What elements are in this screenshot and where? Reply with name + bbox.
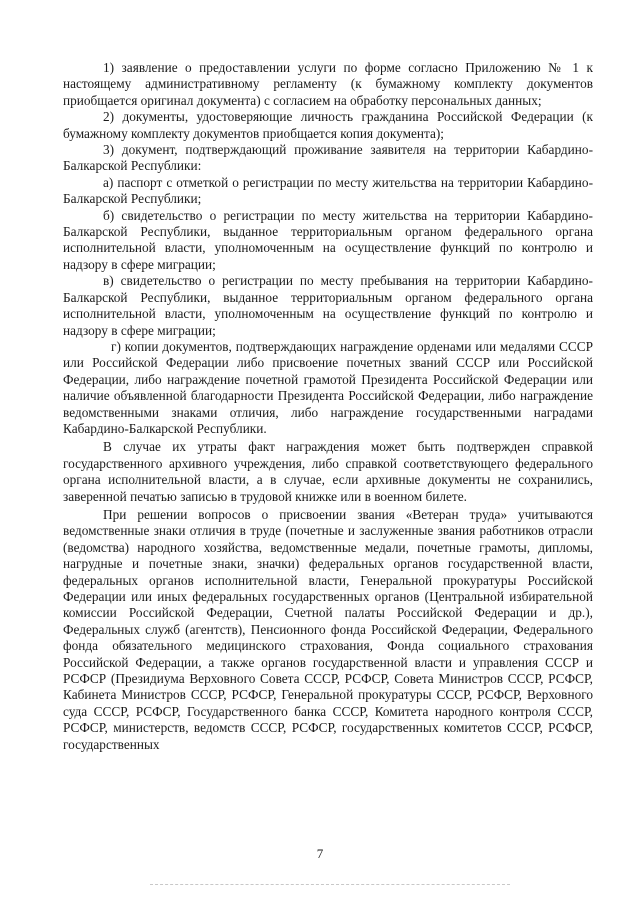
- paragraph-item-3g: г) копии документов, подтверждающих награждение орденами или медалями СССР или Российской Федерации либо присвоение почетных званий СССР или Российской Федерации, либо награждение почетной грамотой Президента Российской Федерации или наличие объявленной благодарности Президента Российской Федерации, либо награждение ведомственными знаками отличия, либо награждение государственными наградами Кабардино-Балкарской Республики.: [63, 338, 593, 436]
- paragraph-veteran-of-labor: При решении вопросов о присвоении звания «Ветеран труда» учитываются ведомственные знаки отличия в труде (почетные и заслуженные звания работников отрасли (ведомства) народного хозяйства, ведомственные медали, почетные грамоты, дипломы, нагрудные и почетные знаки, значки) федеральных органов государственной власти, федеральных органов исполнительной власти, Генеральной прокуратуры Российской Федерации или иных федеральных государственных органов (Центральной избирательной комиссии Российской Федерации, Счетной палаты Российской Федерации и др.), Федеральных служб (агентств), Пенсионного фонда Российской Федерации, Федерального фонда обязательного медицинского страхования, Фонда социального страхования Российской Федерации, а также органов государственной власти и управления СССР и РСФСР (Президиума Верховного Совета СССР, РСФСР, Совета Министров СССР, РСФСР, Кабинета Министров СССР, РСФСР, Генеральной прокуратуры СССР, РСФСР, Верховного суда СССР, РСФСР, Государственного банка СССР, Комитета народного контроля СССР, РСФСР, министерств, ведомств СССР, РСФСР, государственных комитетов СССР, РСФСР, государственных: [63, 506, 593, 752]
- paragraph-item-3: 3) документ, подтверждающий проживание заявителя на территории Кабардино-Балкарской Республики:: [63, 142, 593, 174]
- paragraph-item-3b: б) свидетельство о регистрации по месту жительства на территории Кабардино-Балкарской Республики, выданное территориальным органом федерального органа исполнительной власти, уполномоченным на осуществление функций по контролю и надзору в сфере миграции;: [63, 207, 593, 272]
- footer-divider: [150, 884, 510, 886]
- paragraph-item-2: 2) документы, удостоверяющие личность гражданина Российской Федерации (к бумажному комплекту документов приобщается копия документа);: [63, 109, 593, 141]
- page-number: 7: [316, 846, 324, 861]
- paragraph-loss-of-award: В случае их утраты факт награждения может быть подтвержден справкой государственного архивного учреждения, либо справкой соответствующего федерального органа исполнительной власти, а в случае, если архивные документы не сохранились, заверенной печатью записью в трудовой книжке или в военном билете.: [63, 439, 593, 504]
- document-page: [63, 60, 593, 753]
- paragraph-item-1: 1) заявление о предоставлении услуги по форме согласно Приложению № 1 к настоящему административному регламенту (к бумажному комплекту документов приобщается оригинал документа) с согласием на обработку персональных данных;: [63, 60, 593, 108]
- paragraph-item-3v: в) свидетельство о регистрации по месту пребывания на территории Кабардино-Балкарской Республики, выданное территориальным органом федерального органа исполнительной власти, уполномоченным на осуществление функций по контролю и надзору в сфере миграции;: [63, 273, 593, 338]
- paragraph-item-3a: а) паспорт с отметкой о регистрации по месту жительства на территории Кабардино-Балкарской Республики;: [63, 174, 593, 207]
